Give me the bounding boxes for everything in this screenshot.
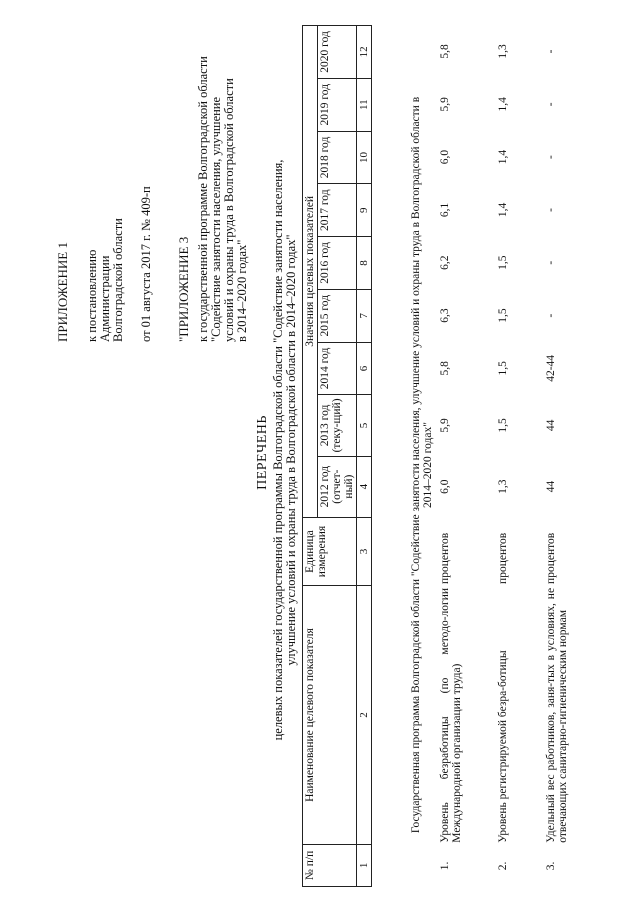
value-cell: 1,5: [497, 255, 509, 270]
value-cell: 1,4: [497, 97, 509, 112]
year-header: 2018 год: [318, 131, 357, 184]
column-number: 6: [357, 342, 372, 395]
value-cell: 5,9: [439, 418, 451, 433]
appendix3-label: "ПРИЛОЖЕНИЕ 3: [176, 236, 191, 342]
column-header-name: Наименование целевого показателя: [303, 586, 357, 845]
column-number: 5: [357, 395, 372, 456]
value-cell: -: [545, 155, 557, 160]
year-header: 2013 год (теку-щий): [318, 395, 357, 456]
value-cell: 1,5: [497, 361, 509, 376]
indicators-table-header: [302, 25, 372, 887]
column-number: 7: [357, 289, 372, 342]
column-number: 12: [357, 26, 372, 79]
year-header: 2014 год: [318, 342, 357, 395]
indicator-unit: процентов: [545, 532, 557, 584]
appendix-label: ПРИЛОЖЕНИЕ 1: [55, 242, 70, 342]
appendix3-text-1: к государственной программе Волгоградской области: [196, 56, 210, 342]
column-number: 4: [357, 456, 372, 517]
value-cell: 1,3: [497, 479, 509, 494]
region-line: Волгоградской области: [111, 218, 125, 342]
year-header: 2012 год (отчет-ный): [318, 456, 357, 517]
year-header: 2016 год: [318, 237, 357, 290]
year-header: 2020 год: [318, 26, 357, 79]
date-line: от 01 августа 2017 г. № 409-п: [139, 186, 153, 342]
value-cell: 6,1: [439, 202, 451, 218]
column-number: 8: [357, 237, 372, 290]
indicator-unit: процентов: [439, 532, 451, 584]
row-number: 3.: [545, 861, 557, 871]
indicators-table-body: [438, 25, 594, 887]
value-cell: 42-44: [545, 354, 557, 382]
value-cell: -: [545, 102, 557, 107]
value-cell: 5,9: [439, 97, 451, 112]
value-cell: -: [545, 313, 557, 318]
value-cell: -: [545, 49, 557, 54]
column-number: 3: [357, 517, 372, 586]
column-number: 11: [357, 78, 372, 131]
appendix3-text-3: условий и охраны труда в Волгоградской области: [222, 78, 236, 342]
value-cell: -: [545, 260, 557, 265]
value-cell: 1,4: [497, 202, 509, 218]
year-header: 2017 год: [318, 184, 357, 237]
column-number: 10: [357, 131, 372, 184]
column-number: 1: [357, 844, 372, 886]
value-cell: 1,3: [497, 44, 509, 59]
administration-line: Администрации: [98, 255, 112, 342]
subtitle-line-2: улучшение условий и охраны труда в Волгоградской области в 2014–2020 годах": [284, 234, 298, 666]
value-cell: 1,5: [497, 418, 509, 433]
column-header-values-group: Значения целевых показателей: [303, 26, 318, 518]
row-number: 2.: [497, 861, 509, 871]
value-cell: 6,3: [439, 308, 451, 323]
year-header: 2019 год: [318, 78, 357, 131]
value-cell: 5,8: [439, 44, 451, 59]
value-cell: 44: [545, 480, 557, 493]
column-number: 9: [357, 184, 372, 237]
document-title: ПЕРЕЧЕНЬ: [255, 415, 270, 490]
value-cell: 6,2: [439, 255, 451, 270]
subtitle-line-1: целевых показателей государственной программы Волгоградской области "Содействие занятости населения,: [271, 159, 285, 741]
indicator-name: Уровень безработицы (по методо-логии Международной организации труда): [439, 587, 463, 843]
value-cell: 44: [545, 419, 557, 432]
year-header: 2015 год: [318, 289, 357, 342]
column-number: 2: [357, 586, 372, 845]
resolution-line: к постановлению: [85, 249, 99, 342]
value-cell: -: [545, 208, 557, 212]
value-cell: 6,0: [439, 479, 451, 494]
value-cell: 5,8: [439, 361, 451, 376]
value-cell: 6,0: [439, 149, 451, 165]
appendix3-text-2: "Содействие занятости населения, улучшение: [209, 96, 223, 342]
program-caption: Государственная программа Волгоградской области "Содействие занятости населения, улучшение условий и охраны труда в Волгоградской области в 2014–2020 годах": [410, 96, 434, 834]
table-row: [496, 25, 544, 887]
document-subtitle: [272, 35, 298, 865]
value-cell: 1,5: [497, 308, 509, 323]
column-header-no: № п/п: [303, 844, 357, 886]
column-header-unit: Единица измерения: [303, 517, 357, 586]
indicator-name: Удельный вес работников, заня-тых в условиях, не отвечающих санитарно-гигиеническим нормам: [545, 587, 569, 843]
row-number: 1.: [439, 861, 451, 871]
table-row: [544, 25, 594, 887]
value-cell: 1,4: [497, 149, 509, 165]
table-row: [438, 25, 496, 887]
indicator-name: Уровень регистрируемой безра-ботицы: [497, 650, 509, 843]
indicator-unit: процентов: [497, 532, 509, 584]
appendix3-text-4: в 2014–2020 годах": [235, 239, 249, 342]
